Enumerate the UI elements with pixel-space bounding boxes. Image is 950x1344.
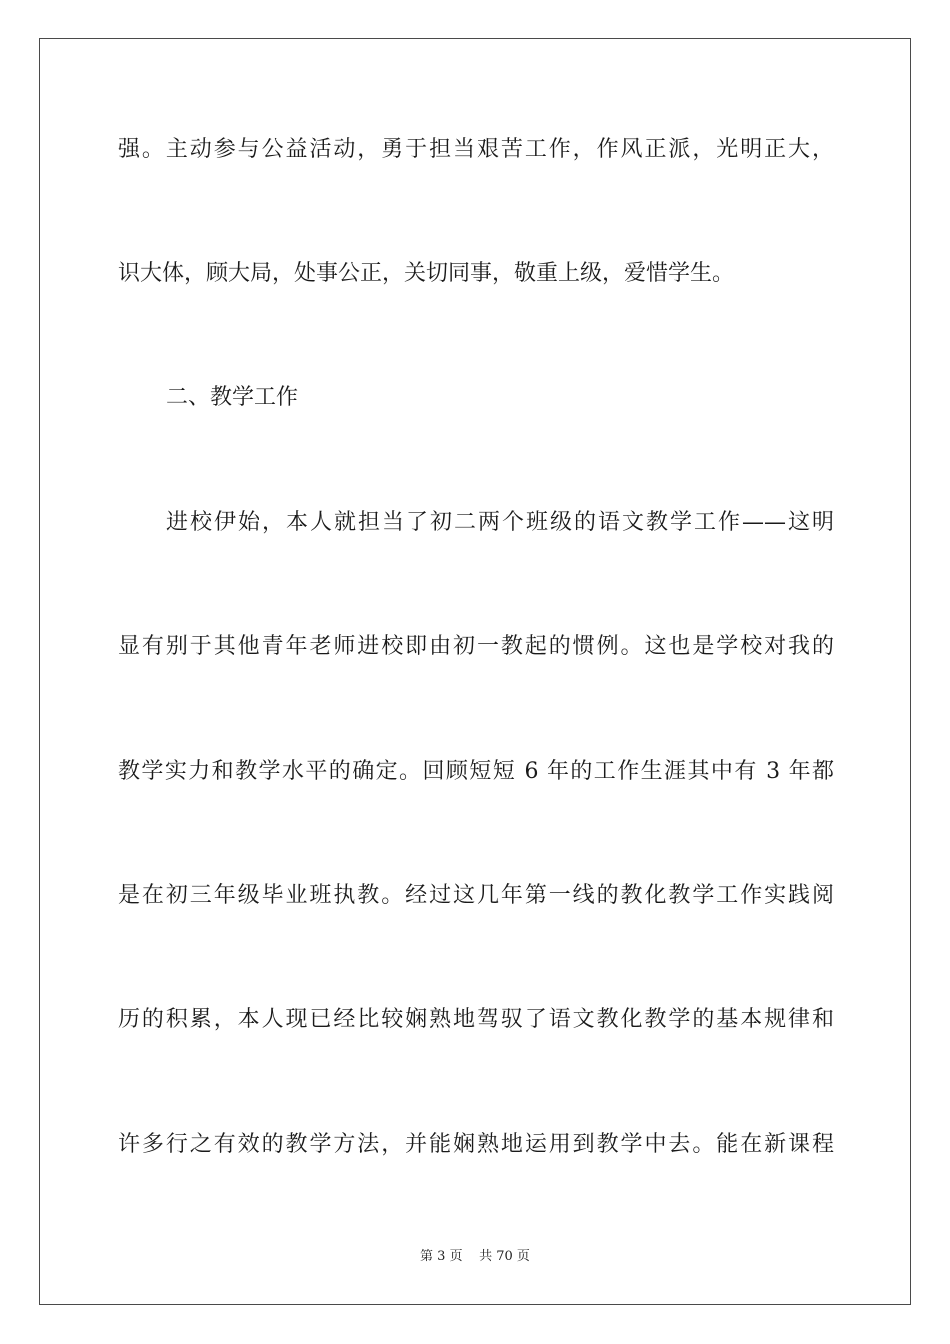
body-text-line: 许多行之有效的教学方法，并能娴熟地运用到教学中去。能在新课程 [118,1132,834,1157]
body-text-line: 进校伊始，本人就担当了初二两个班级的语文教学工作——这明 [166,510,834,535]
page-number: 第 3 页 [420,1249,463,1264]
body-text-line: 强。主动参与公益活动，勇于担当艰苦工作，作风正派，光明正大， [118,137,834,162]
page-total: 共 70 页 [479,1249,530,1264]
body-text-line: 教学实力和教学水平的确定。回顾短短 6 年的工作生涯其中有 3 年都 [118,759,834,784]
body-text-line: 历的积累，本人现已经比较娴熟地驾驭了语文教化教学的基本规律和 [118,1007,834,1032]
body-text-line: 是在初三年级毕业班执教。经过这几年第一线的教化教学工作实践阅 [118,883,834,908]
body-text-line: 显有别于其他青年老师进校即由初一教起的惯例。这也是学校对我的 [118,634,834,659]
body-text-line: 识大体，顾大局，处事公正，关切同事，敬重上级，爱惜学生。 [118,261,735,286]
page-border [39,38,911,1305]
section-heading: 二、教学工作 [166,385,299,410]
page-footer [0,1248,950,1266]
